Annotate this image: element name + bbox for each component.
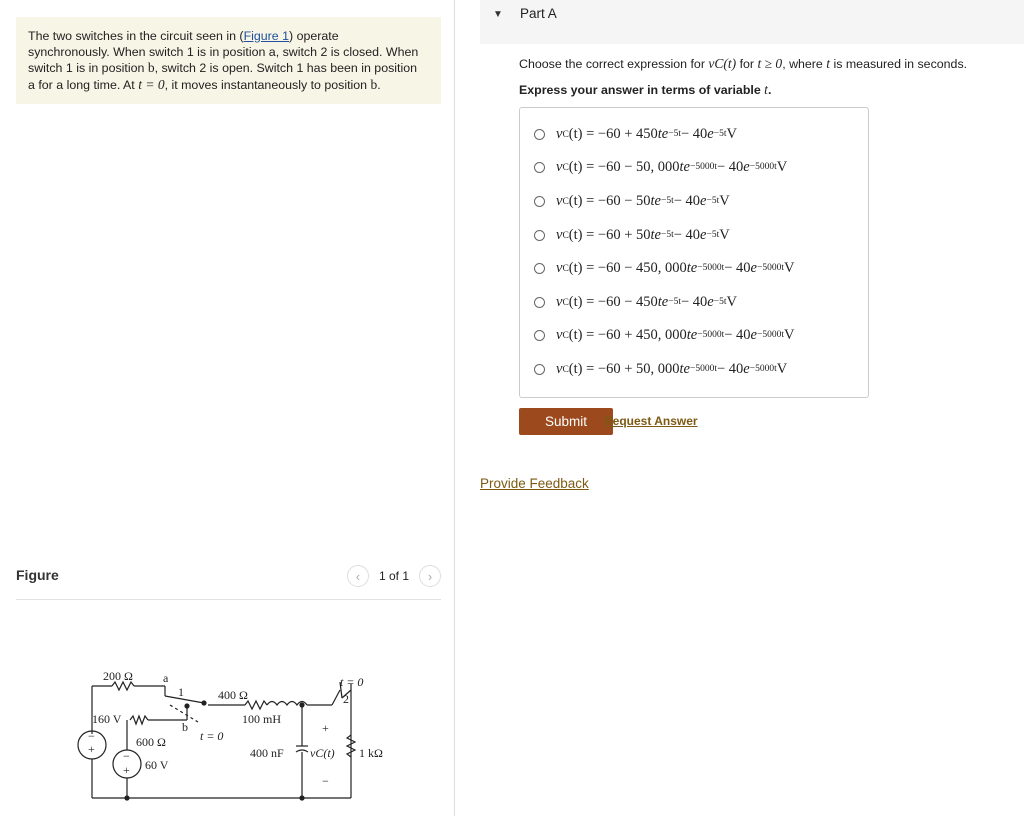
figure-pager bbox=[347, 565, 441, 587]
answer-choices bbox=[519, 107, 869, 398]
left-panel bbox=[0, 0, 455, 816]
figure-header bbox=[16, 565, 441, 600]
choice-option[interactable] bbox=[534, 193, 730, 210]
instruction-text: Express your answer in terms of variable bbox=[519, 83, 765, 97]
position-b: b bbox=[370, 76, 378, 92]
var-v: v bbox=[556, 227, 563, 243]
expr-te: te bbox=[657, 126, 669, 142]
instruction-text: . bbox=[767, 83, 772, 97]
t-condition: t ≥ 0 bbox=[757, 56, 783, 71]
sub-c: C bbox=[562, 364, 569, 375]
radio-button[interactable] bbox=[534, 162, 545, 173]
figure-link[interactable]: Figure 1 bbox=[243, 29, 290, 43]
expr-text: − 40 bbox=[680, 294, 708, 310]
cap-plus-label: + bbox=[322, 721, 329, 735]
prompt-text: is measured in seconds. bbox=[830, 57, 968, 71]
source-160-label: 160 V bbox=[92, 712, 122, 726]
request-answer-link[interactable]: Request Answer bbox=[604, 414, 698, 428]
switch2-pos2-label: 2 bbox=[343, 692, 349, 706]
expr-exp: −5t bbox=[660, 195, 674, 206]
expr-text: (t) = −60 − 50 bbox=[568, 193, 651, 209]
expr-text: (t) = −60 + 450, 000 bbox=[568, 327, 687, 343]
problem-text: The two switches in the circuit seen in ( bbox=[28, 29, 244, 43]
expr-exp: −5t bbox=[706, 229, 720, 240]
expr-exp: −5t bbox=[713, 128, 727, 139]
expr-e: e bbox=[750, 260, 757, 276]
circuit-diagram bbox=[70, 660, 390, 808]
problem-text: . bbox=[377, 77, 381, 92]
expr-text: (t) = −60 − 450 bbox=[568, 294, 658, 310]
sub-c: C bbox=[562, 129, 569, 140]
submit-button[interactable]: Submit bbox=[519, 408, 613, 435]
expr-unit: V bbox=[776, 361, 788, 377]
switch1-time-label: t = 0 bbox=[200, 729, 224, 743]
expr-text: (t) = −60 + 50 bbox=[568, 227, 651, 243]
expr-exp: −5t bbox=[660, 229, 674, 240]
expr-text: − 40 bbox=[724, 260, 751, 276]
source-60-label: 60 V bbox=[145, 758, 169, 772]
part-header[interactable] bbox=[480, 0, 1024, 44]
expr-exp: −5t bbox=[668, 128, 681, 139]
expr-e: e bbox=[700, 193, 707, 209]
source-60-minus: − bbox=[123, 749, 130, 763]
expr-text: − 40 bbox=[673, 193, 701, 209]
expr-exp: −5000t bbox=[689, 161, 717, 172]
expr-te: te bbox=[657, 294, 669, 310]
expr-text: − 40 bbox=[716, 361, 744, 377]
page-indicator: 1 of 1 bbox=[378, 569, 409, 583]
expr-e: e bbox=[700, 227, 707, 243]
prompt-text: for bbox=[736, 57, 758, 71]
provide-feedback-link[interactable]: Provide Feedback bbox=[480, 476, 589, 491]
expr-text: (t) = −60 − 50, 000 bbox=[568, 159, 680, 175]
choice-option[interactable] bbox=[534, 361, 787, 378]
expr-unit: V bbox=[783, 327, 795, 343]
problem-text: , it moves instantaneously to position bbox=[164, 77, 371, 92]
choice-option[interactable] bbox=[534, 227, 730, 244]
expr-text: (t) = −60 − 450, 000 bbox=[568, 260, 687, 276]
resistor-400-label: 400 Ω bbox=[218, 688, 248, 702]
expr-text: − 40 bbox=[716, 159, 744, 175]
expr-text: − 40 bbox=[680, 126, 708, 142]
expr-exp: −5t bbox=[706, 195, 720, 206]
chevron-right-icon[interactable]: › bbox=[419, 565, 441, 587]
resistor-1k-label: 1 kΩ bbox=[359, 746, 383, 760]
expr-exp: −5t bbox=[713, 296, 727, 307]
expr-unit: V bbox=[783, 260, 795, 276]
sub-c: C bbox=[562, 230, 569, 241]
source-60-plus: + bbox=[123, 763, 130, 777]
expr-e: e bbox=[743, 361, 750, 377]
t-variable: t bbox=[764, 82, 768, 97]
expr-exp: −5000t bbox=[749, 161, 777, 172]
capacitor-400nF-label: 400 nF bbox=[250, 746, 284, 760]
expr-unit: V bbox=[719, 227, 730, 243]
sub-c: C bbox=[562, 330, 569, 341]
expr-text: − 40 bbox=[673, 227, 701, 243]
resistor-200-label: 200 Ω bbox=[103, 669, 133, 683]
node-b-label: b bbox=[182, 720, 188, 734]
sub-c: C bbox=[562, 196, 569, 207]
switch1-pos1-label: 1 bbox=[178, 685, 184, 699]
problem-text: a for a long time. At bbox=[28, 77, 139, 92]
choice-option[interactable] bbox=[534, 159, 787, 176]
var-v: v bbox=[556, 260, 563, 276]
var-v: v bbox=[556, 126, 563, 142]
expr-unit: V bbox=[726, 126, 737, 142]
var-v: v bbox=[556, 193, 563, 209]
choice-option[interactable] bbox=[534, 294, 737, 311]
radio-button[interactable] bbox=[534, 364, 545, 375]
expr-exp: −5000t bbox=[697, 262, 725, 273]
radio-button[interactable] bbox=[534, 330, 545, 341]
expr-text: (t) = −60 + 50, 000 bbox=[568, 361, 680, 377]
radio-button[interactable] bbox=[534, 129, 545, 140]
expr-exp: −5000t bbox=[689, 363, 717, 374]
sub-c: C bbox=[562, 263, 569, 274]
expr-te: te bbox=[679, 159, 690, 175]
radio-button[interactable] bbox=[534, 230, 545, 241]
expr-te: te bbox=[650, 227, 661, 243]
resistor-600-label: 600 Ω bbox=[136, 735, 166, 749]
choice-option[interactable] bbox=[534, 126, 737, 143]
radio-button[interactable] bbox=[534, 297, 545, 308]
sub-c: C bbox=[562, 162, 569, 173]
problem-statement bbox=[16, 17, 441, 104]
radio-button[interactable] bbox=[534, 263, 545, 274]
expr-te: te bbox=[650, 193, 661, 209]
expr-unit: V bbox=[726, 294, 737, 310]
expr-te: te bbox=[686, 260, 698, 276]
expr-text: (t) = −60 + 450 bbox=[568, 126, 658, 142]
t-variable: t bbox=[826, 56, 831, 71]
expr-e: e bbox=[707, 126, 714, 142]
expr-te: te bbox=[686, 327, 698, 343]
vc-function: vC(t) bbox=[708, 56, 737, 71]
expr-te: te bbox=[679, 361, 690, 377]
expr-e: e bbox=[707, 294, 714, 310]
var-v: v bbox=[556, 361, 563, 377]
sub-c: C bbox=[562, 297, 569, 308]
prompt-text: Choose the correct expression for bbox=[519, 57, 709, 71]
source-160-plus: + bbox=[88, 742, 95, 756]
problem-text: switch 1 is in position bbox=[28, 61, 148, 76]
switch2-time-label: t = 0 bbox=[340, 675, 364, 689]
expr-exp: −5t bbox=[668, 296, 681, 307]
answer-instruction bbox=[519, 82, 771, 98]
collapse-triangle-icon[interactable]: ▼ bbox=[493, 9, 503, 20]
time-zero: t = 0 bbox=[138, 76, 165, 92]
problem-text: , switch 2 is open. Switch 1 has been in position bbox=[154, 61, 418, 76]
expr-text: − 40 bbox=[724, 327, 751, 343]
expr-e: e bbox=[750, 327, 757, 343]
part-title: Part A bbox=[520, 6, 557, 21]
expr-exp: −5000t bbox=[697, 329, 725, 340]
var-v: v bbox=[556, 327, 563, 343]
cap-minus-label: − bbox=[322, 774, 329, 788]
node-a-label: a bbox=[163, 671, 169, 685]
problem-text: ) operate bbox=[289, 29, 339, 43]
radio-button[interactable] bbox=[534, 196, 545, 207]
choice-option[interactable] bbox=[534, 260, 794, 277]
inductor-100mH-label: 100 mH bbox=[242, 712, 281, 726]
choice-option[interactable] bbox=[534, 327, 794, 344]
expr-exp: −5000t bbox=[749, 363, 777, 374]
expr-exp: −5000t bbox=[756, 329, 784, 340]
prompt-text: , where bbox=[782, 57, 827, 71]
expr-unit: V bbox=[719, 193, 730, 209]
expr-unit: V bbox=[776, 159, 788, 175]
vc-label: vC(t) bbox=[310, 746, 335, 760]
var-v: v bbox=[556, 159, 563, 175]
chevron-left-icon[interactable]: ‹ bbox=[347, 565, 369, 587]
expr-e: e bbox=[743, 159, 750, 175]
expr-exp: −5000t bbox=[756, 262, 784, 273]
figure-title: Figure bbox=[16, 567, 59, 583]
question-prompt bbox=[519, 56, 1019, 72]
problem-text: synchronously. When switch 1 is in position a, switch 2 is closed. When bbox=[28, 44, 419, 59]
position-b: b bbox=[147, 60, 155, 76]
var-v: v bbox=[556, 294, 563, 310]
source-160-minus: − bbox=[88, 729, 95, 743]
